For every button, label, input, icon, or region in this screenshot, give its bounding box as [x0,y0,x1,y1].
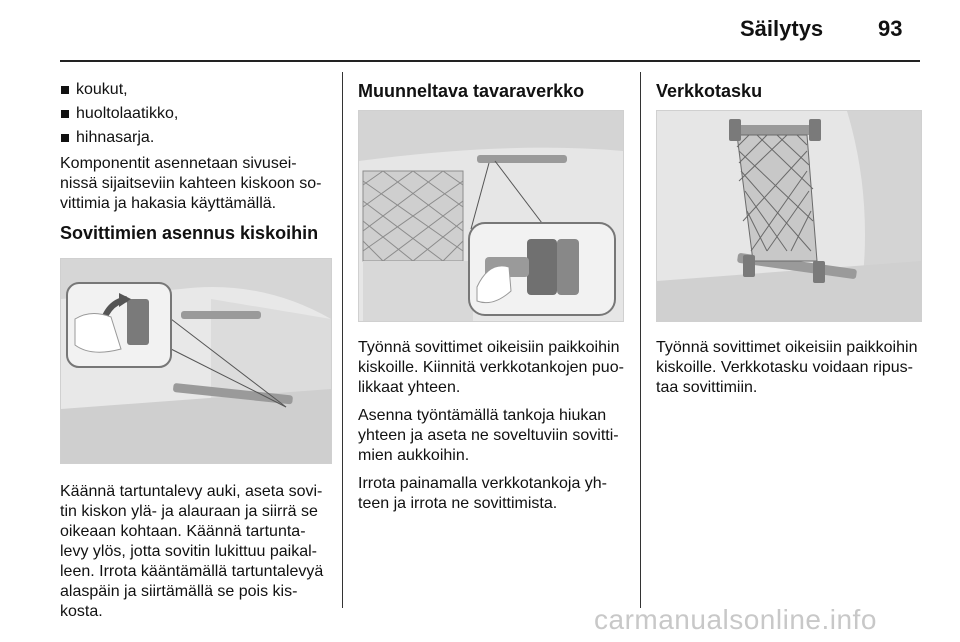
column-3 [656,80,922,406]
instruction-paragraph: Käännä tartuntalevy auki, aseta sovi- tin kiskon ylä- ja alauraan ja siirrä se oikeaan kohtaan. Käännä tartunta- levy ylös, jotta sovitin lukittuu paikal- leen. Irrota kääntämällä tartuntalevyä alaspäin ja siirtämällä se pois kis- kosta. [60,483,324,620]
instruction-paragraph: Työnnä sovittimet oikeisiin paikkoihin kiskoille. Verkkotasku voidaan ripus- taa sovittimiin. [656,339,918,396]
column-2 [358,80,624,522]
page-number: 93 [878,16,903,41]
column-divider [342,72,343,608]
bullet-item: koukut, [60,80,332,100]
watermark-text: carmanualsonline.info [594,604,877,635]
column-1 [60,80,332,630]
header-rule [60,60,920,62]
variable-cargo-net-illustration [358,110,624,322]
bullet-list [60,80,332,148]
bullet-item: huoltolaatikko, [60,104,332,124]
intro-paragraph: Komponentit asennetaan sivusei- nissä sijaitseviin kahteen kiskoon so- vittimia ja hakasia käyttämällä. [60,155,322,212]
column-divider [640,72,641,608]
instruction-paragraph: Asenna työntämällä tankoja hiukan yhteen ja aseta ne soveltuviin sovitti- mien aukkoihin. [358,407,619,464]
net-pocket-illustration [656,110,922,322]
adapter-rail-illustration [60,258,332,464]
instruction-paragraph: Irrota painamalla verkkotankoja yh- teen ja irrota ne sovittimista. [358,475,608,512]
instruction-paragraph: Työnnä sovittimet oikeisiin paikkoihin kiskoille. Kiinnitä verkkotankojen puo- likkaat yhteen. [358,339,624,396]
section-heading: Muunneltava tavaraverkko [358,81,585,101]
section-heading: Verkkotasku [656,81,763,101]
page-section-title: Säilytys [740,16,824,41]
section-heading: Sovittimien asennus kiskoihin [60,223,319,243]
bullet-item: hihnasarja. [60,128,332,148]
